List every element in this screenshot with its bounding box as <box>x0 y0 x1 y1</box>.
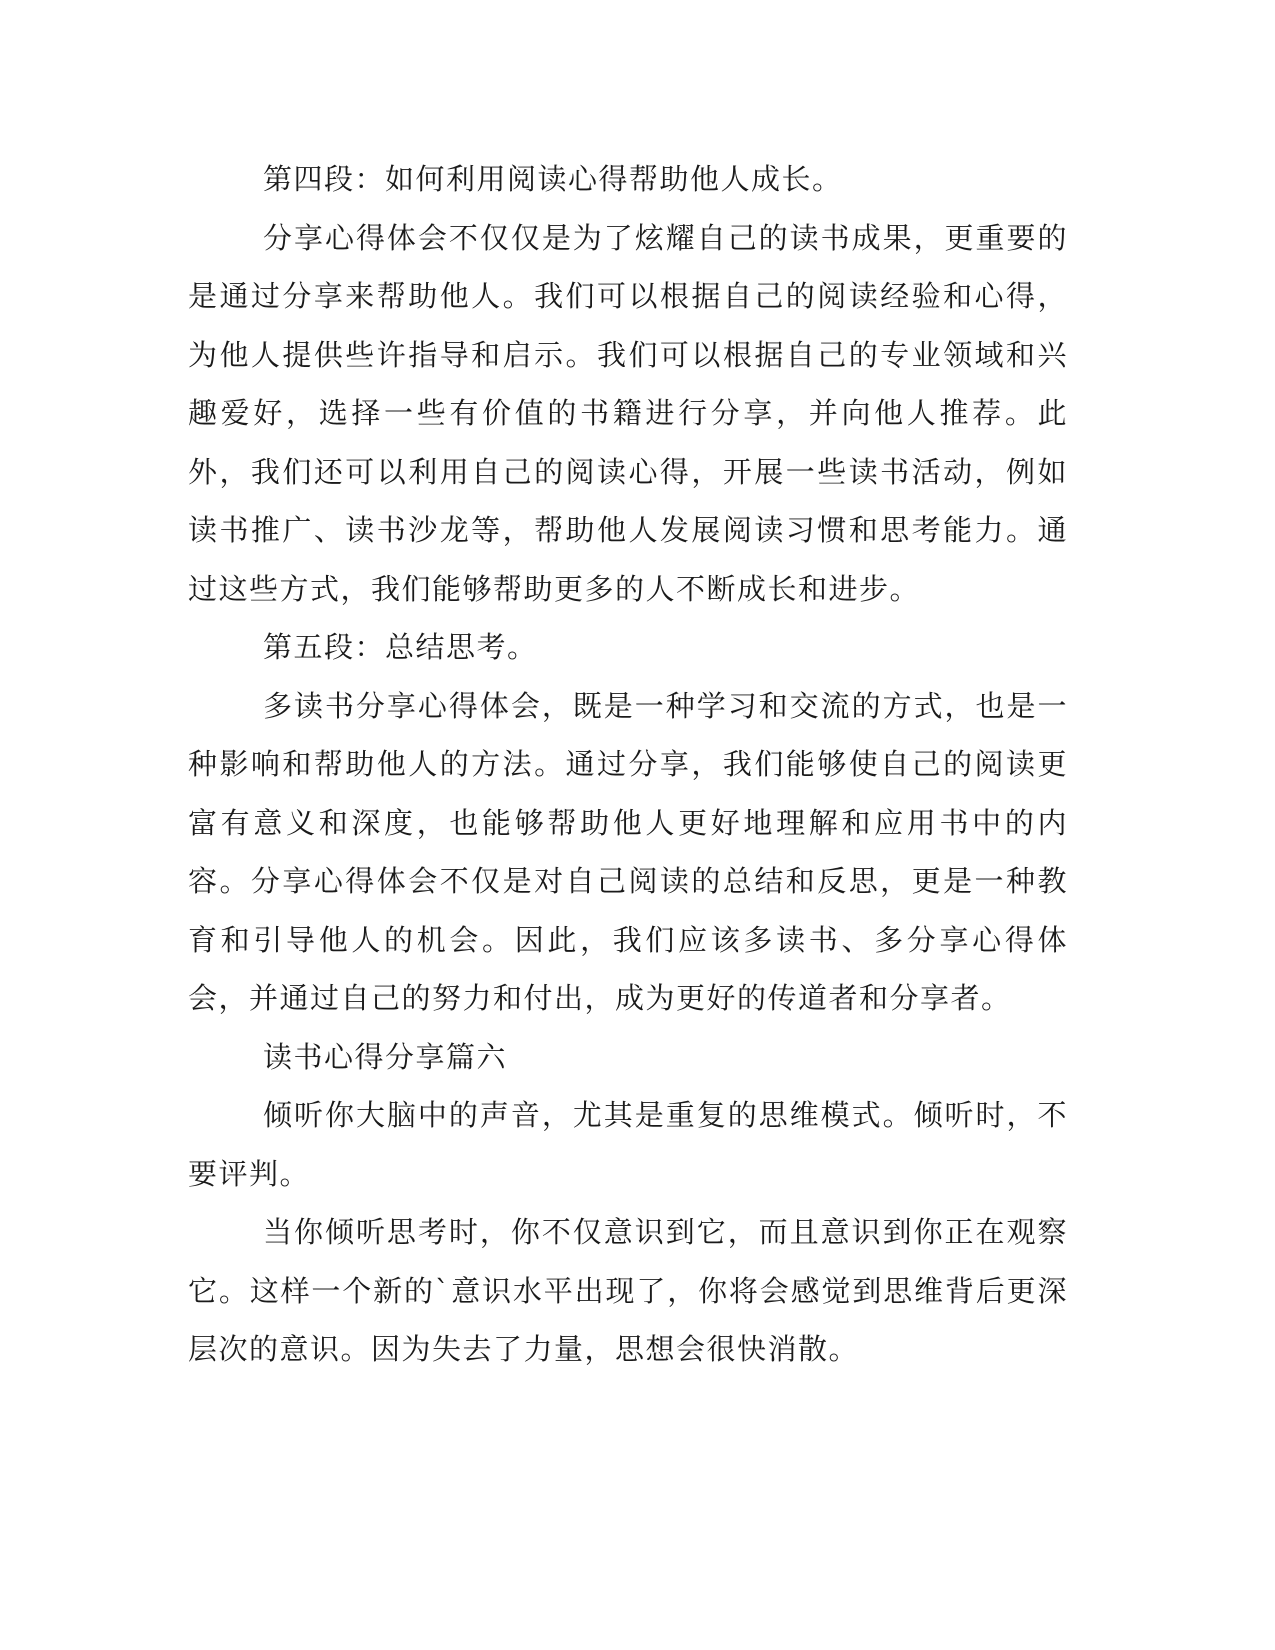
body-paragraph: 分享心得体会不仅仅是为了炫耀自己的读书成果，更重要的是通过分享来帮助他人。我们可以根据自己的阅读经验和心得，为他人提供些许指导和启示。我们可以根据自己的专业领域和兴趣爱好，选择一些有价值的书籍进行分享，并向他人推荐。此外，我们还可以利用自己的阅读心得，开展一些读书活动，例如读书推广、读书沙龙等，帮助他人发展阅读习惯和思考能力。通过这些方式，我们能够帮助更多的人不断成长和进步。 <box>188 220 1068 606</box>
section-heading-4: 第四段：如何利用阅读心得帮助他人成长。 <box>263 162 843 196</box>
body-paragraph: 多读书分享心得体会，既是一种学习和交流的方式，也是一种影响和帮助他人的方法。通过分享，我们能够使自己的阅读更富有意义和深度，也能够帮助他人更好地理解和应用书中的内容。分享心得体会不仅是对自己阅读的总结和反思，更是一种教育和引导他人的机会。因此，我们应该多读书、多分享心得体会，并通过自己的努力和付出，成为更好的传道者和分享者。 <box>188 688 1068 1015</box>
body-paragraph: 当你倾听思考时，你不仅意识到它，而且意识到你正在观察它。这样一个新的`意识水平出现了，你将会感觉到思维背后更深层次的意识。因为失去了力量，思想会很快消散。 <box>188 1215 1068 1366</box>
document-body <box>188 150 1068 1379</box>
article-title: 读书心得分享篇六 <box>263 1039 508 1074</box>
section-heading-5: 第五段：总结思考。 <box>263 630 538 664</box>
body-paragraph: 倾听你大脑中的声音，尤其是重复的思维模式。倾听时，不要评判。 <box>188 1098 1068 1191</box>
